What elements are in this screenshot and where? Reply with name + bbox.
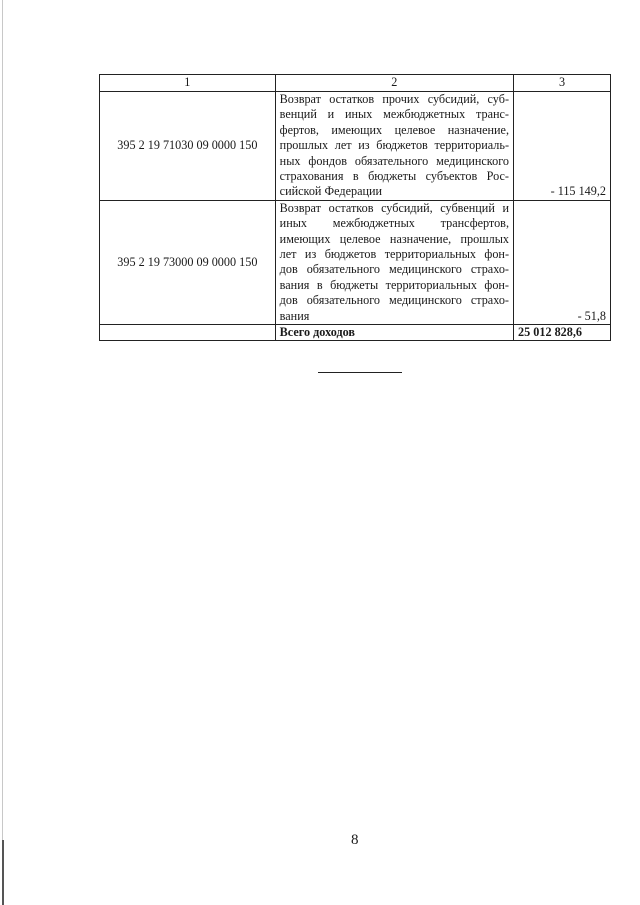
column-header: 3: [514, 75, 611, 92]
description-line: венций и иных межбюджетных транс-: [279, 107, 509, 122]
description-line: страхования в бюджеты субъектов Рос-: [279, 169, 509, 184]
description-cell: [275, 92, 513, 201]
page-edge-shadow: [2, 840, 4, 905]
empty-cell: [100, 325, 276, 341]
section-divider-line: [318, 372, 402, 373]
description-line: сийской Федерации: [279, 184, 383, 199]
description-cell: [275, 200, 513, 324]
description-line: фертов, имеющих целевое назначение,: [279, 122, 509, 137]
description-line: ных фондов обязательного медицинского: [279, 153, 509, 168]
description-line: прошлых лет из бюджетов территориаль-: [279, 138, 509, 153]
description-line: Возврат остатков субсидий, субвенций и: [279, 200, 509, 215]
description-line: вания: [279, 308, 310, 323]
page-number: 8: [351, 832, 359, 848]
total-amount: 25 012 828,6: [514, 325, 611, 341]
description-line: иных межбюджетных трансфертов,: [279, 216, 509, 231]
description-line: имеющих целевое назначение, прошлых: [279, 231, 509, 246]
description-line: вания в бюджеты территориальных фон-: [279, 277, 509, 292]
description-line: Возврат остатков прочих субсидий, суб-: [279, 92, 509, 106]
total-row: [100, 325, 611, 341]
budget-code-cell: 395 2 19 71030 09 0000 150: [100, 92, 276, 201]
budget-code-cell: 395 2 19 73000 09 0000 150: [100, 200, 276, 324]
amount-cell: - 115 149,2: [514, 92, 611, 201]
total-label: Всего доходов: [275, 325, 513, 341]
description-line: дов обязательного медицинского страхо-: [279, 262, 509, 277]
column-header: 1: [100, 75, 276, 92]
table-row: [100, 92, 611, 201]
amount-cell: - 51,8: [514, 200, 611, 324]
table-header-row: [100, 75, 611, 92]
column-header: 2: [275, 75, 513, 92]
revenue-table: [99, 74, 611, 341]
description-line: лет из бюджетов территориальных фон-: [279, 247, 509, 262]
page-edge: [2, 0, 3, 905]
description-line: дов обязательного медицинского страхо-: [279, 293, 509, 308]
table-row: [100, 200, 611, 324]
